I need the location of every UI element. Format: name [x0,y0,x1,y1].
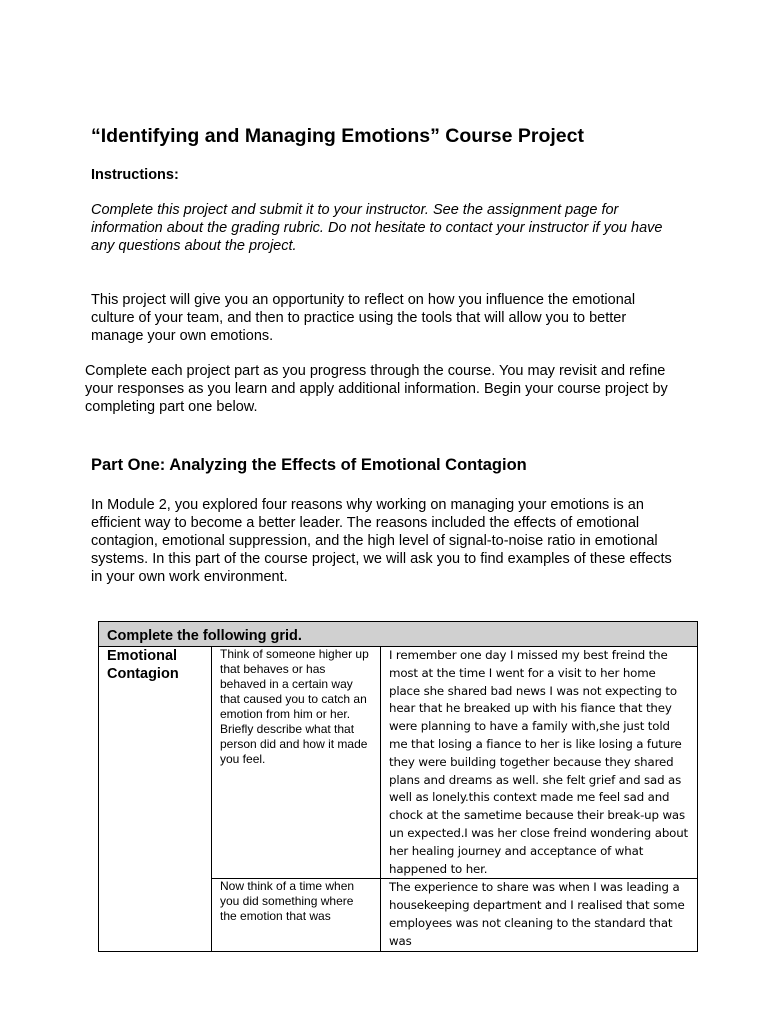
prompt-cell-2: Now think of a time when you did something where the emotion that was [212,879,381,951]
answer-cell-1[interactable]: I remember one day I missed my best freind the most at the time I went for a visit to her home place she shared bad news I was not expecting to hear that he breaked up with his fiance that they were planning to have a family with,she just told me that losing a fiance to her is like losing a future they were building together because they shared plans and dreams as well. she felt grief and sad as well as lonely.this context made me feel sad and chock at the sametime because their break-up was un expected.I was her close freind wondering about her healing journey and acceptance of what happened to her. [381,647,698,879]
part-one-text: In Module 2, you explored four reasons why working on managing your emotions is an efficient way to become a better leader. The reasons included the effects of emotional contagion, emotional suppression, and the high level of signal-to-noise ratio in emotional systems. In this part of the course project, we will ask you to find examples of these effects in your own work environment. [91,497,672,585]
part-one-heading: Part One: Analyzing the Effects of Emotional Contagion [91,456,527,474]
answer-cell-2[interactable]: The experience to share was when I was leading a housekeeping department and I realised that some employees was not cleaning to the standard that was [381,879,698,951]
prompt-cell-1: Think of someone higher up that behaves or has behaved in a certain way that caused you to catch an emotion from him or her. Briefly describe what that person did and how it made you feel. [212,647,381,879]
progress-paragraph: Complete each project part as you progress through the course. You may revisit and refine your responses as you learn and apply additional information. Begin your course project by completing part one below. [85,363,668,415]
document-title: “Identifying and Managing Emotions” Course Project [91,125,584,147]
emotion-grid-table [98,621,698,952]
intro-paragraph: This project will give you an opportunity to reflect on how you influence the emotional culture of your team, and then to practice using the tools that will allow you to better manage your own emotions. [91,292,636,344]
emotional-contagion-label: Emotional Contagion [99,647,212,952]
instructions-text: Complete this project and submit it to your instructor. See the assignment page for information about the grading rubric. Do not hesitate to contact your instructor if you have any questions about the project. [91,202,663,254]
instructions-label: Instructions: [91,167,179,183]
grid-header: Complete the following grid. [99,622,698,647]
